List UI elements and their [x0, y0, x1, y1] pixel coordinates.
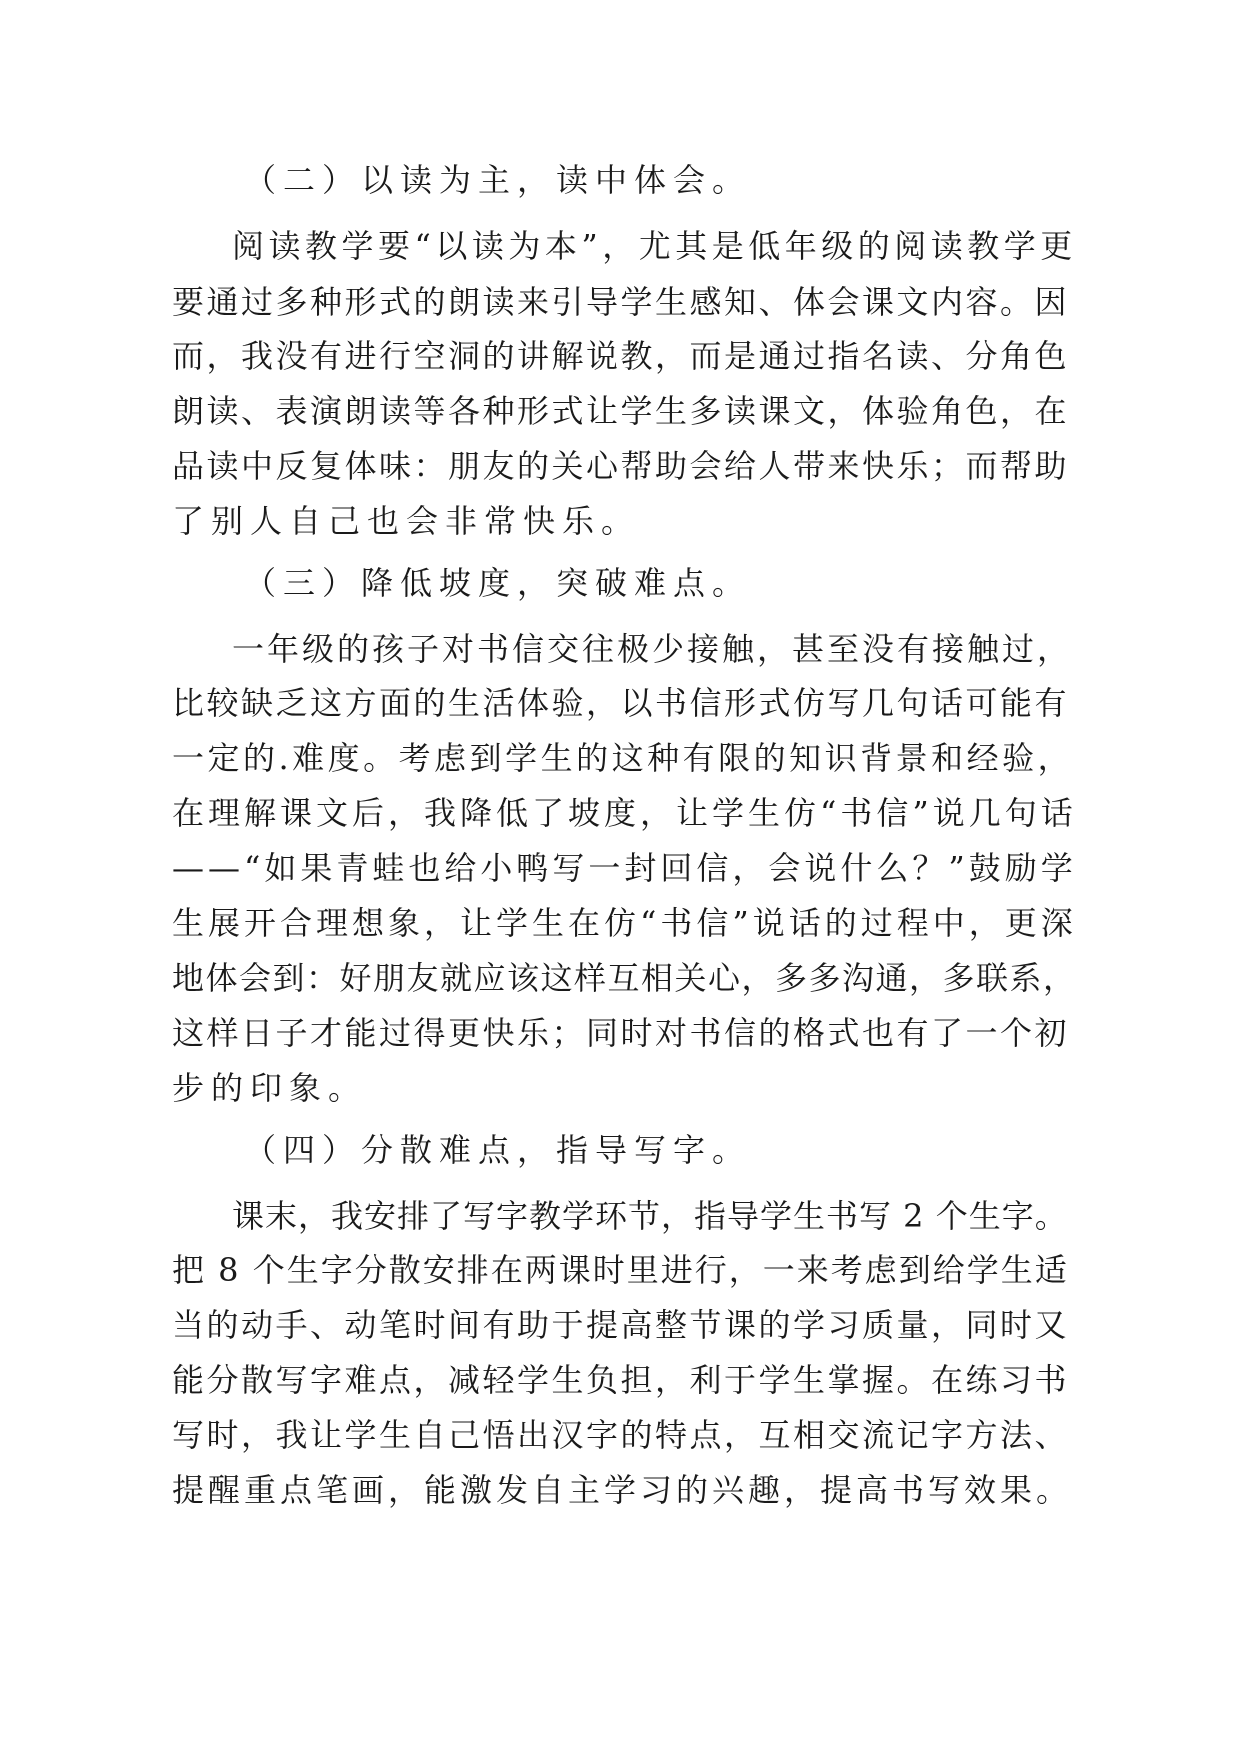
paragraph-line: 这样日子才能过得更快乐；同时对书信的格式也有了一个初: [172, 1014, 1070, 1052]
paragraph-line: 了别人自己也会非常快乐。: [172, 502, 641, 540]
paragraph-line: 要通过多种形式的朗读来引导学生感知、体会课文内容。因: [172, 283, 1070, 321]
paragraph-line: 写时，我让学生自己悟出汉字的特点，互相交流记字方法、: [172, 1416, 1070, 1454]
paragraph-line: 生展开合理想象，让学生在仿“书信”说话的过程中，更深: [172, 904, 1077, 942]
paragraph-line: 朗读、表演朗读等各种形式让学生多读课文，体验角色，在: [172, 392, 1070, 430]
paragraph-line: 阅读教学要“以读为本”，尤其是低年级的阅读教学更: [232, 227, 1077, 265]
heading-section-2: （二）以读为主，读中体会。: [244, 161, 752, 199]
paragraph-line: 比较缺乏这方面的生活体验，以书信形式仿写几句话可能有: [172, 684, 1070, 722]
paragraph-line: 课末，我安排了写字教学环节，指导学生书写 2 个生字。: [232, 1197, 1068, 1235]
paragraph-line: 步的印象。: [172, 1069, 368, 1107]
paragraph-line: 而，我没有进行空洞的讲解说教，而是通过指名读、分角色: [172, 337, 1070, 375]
paragraph-line: 品读中反复体味：朋友的关心帮助会给人带来快乐；而帮助: [172, 447, 1070, 485]
paragraph-line: 当的动手、动笔时间有助于提高整节课的学习质量，同时又: [172, 1306, 1070, 1344]
paragraph-line: 一定的.难度。考虑到学生的这种有限的知识背景和经验，: [172, 739, 1074, 777]
heading-section-4: （四）分散难点，指导写字。: [244, 1131, 752, 1169]
paragraph-line: 把 8 个生字分散安排在两课时里进行，一来考虑到给学生适: [172, 1251, 1069, 1289]
paragraph-line: 一年级的孩子对书信交往极少接触，甚至没有接触过，: [232, 630, 1073, 668]
paragraph-line: 在理解课文后，我降低了坡度，让学生仿“书信”说几句话: [172, 794, 1077, 832]
paragraph-line: 能分散写字难点，减轻学生负担，利于学生掌握。在练习书: [172, 1361, 1070, 1399]
heading-section-3: （三）降低坡度，突破难点。: [244, 564, 752, 602]
paragraph-line: 地体会到：好朋友就应该这样互相关心，多多沟通，多联系，: [172, 959, 1077, 997]
paragraph-line: ——“如果青蛙也给小鸭写一封回信，会说什么？”鼓励学: [172, 849, 1077, 887]
paragraph-line: 提醒重点笔画，能激发自主学习的兴趣，提高书写效果。: [172, 1471, 1073, 1509]
